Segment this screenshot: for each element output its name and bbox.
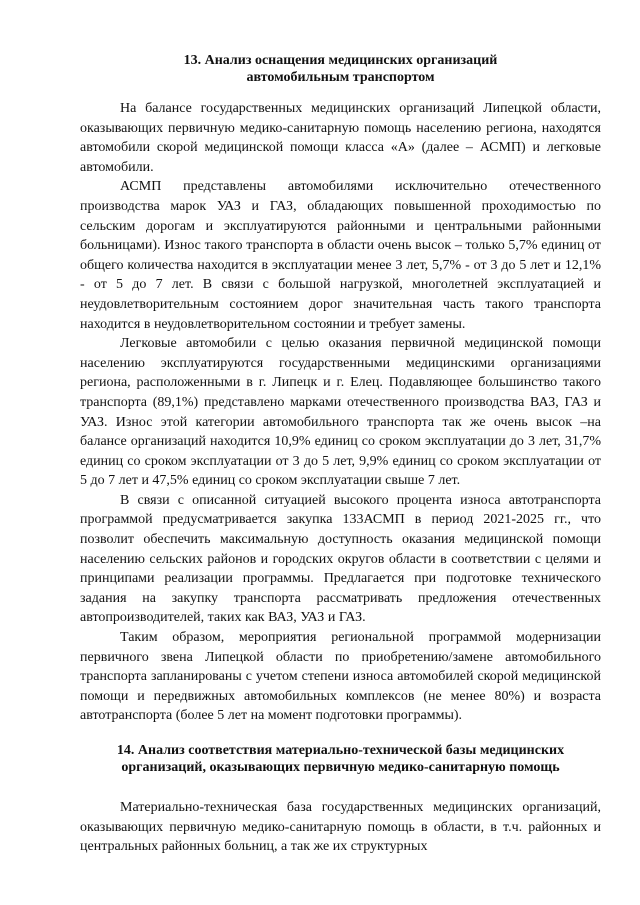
paragraph: АСМП представлены автомобилями исключительно отечественного производства марок УАЗ и ГАЗ, обладающих повышенной проходимостью по сельским дорогам и эксплуатируются районными и центральными районными больницами). Износ такого транспорта в области очень высок – только 5,7% единиц от общего количества находится в эксплуатации менее 3 лет, 5,7% - от 3 до 5 лет и 12,1% - от 5 до 7 лет. В связи с большой нагрузкой, многолетней эксплуатацией и неудовлетворительным состоянием дорог значительная часть такого транспорта находится в неудовлетворительном состоянии и требует замены. [80,179,601,332]
paragraph: Легковые автомобили с целью оказания первичной медицинской помощи населению эксплуатируются государственными медицинскими организациями региона, расположенными в г. Липецк и г. Елец. Подавляющее большинство такого транспорта (89,1%) представлено марками отечественного производства ВАЗ, ГАЗ и УАЗ. Износ этой категории автомобильного транспорта так же очень высок –на балансе организаций находится 10,9% единиц со сроком эксплуатации до 3 лет, 31,7% единиц со сроком эксплуатации от 3 до 5 лет, 9,9% единиц со сроком эксплуатации от 5 до 7 лет и 47,5% единиц со сроком эксплуатации свыше 7 лет. [80,336,601,489]
section-13-title [80,52,601,87]
section-13-title-line-1: 13. Анализ оснащения медицинских организаций [183,53,498,68]
paragraph: На балансе государственных медицинских организаций Липецкой области, оказывающих первичную медико-санитарную помощь населению региона, находятся автомобили скорой медицинской помощи класса «А» (далее – АСМП) и легковые автомобили. [80,101,601,175]
section-14-title-line-2: организаций, оказывающих первичную медико-санитарную помощь [121,760,560,776]
paragraph: Таким образом, мероприятия региональной программой модернизации первичного звена Липецкой области по приобретению/замене автомобильного транспорта запланированы с учетом степени износа автомобилей скорой медицинской помощи и передвижных автомобильных комплексов (не менее 80%) и возраста автотранспорта (более 5 лет на момент подготовки программы). [80,630,601,724]
section-14-title [80,742,601,777]
section-13-body [80,99,601,726]
paragraph: Материально-техническая база государственных медицинских организаций, оказывающих первичную медико-санитарную помощь в области, в т.ч. районных и центральных районных больниц, а так же их структурных [80,800,601,855]
section-13-title-line-2: автомобильным транспортом [246,70,435,86]
paragraph: В связи с описанной ситуацией высокого процента износа автотранспорта программой предусматривается закупка 133АСМП в период 2021-2025 гг., что позволит обеспечить максимальную доступность оказания медицинской помощи населению сельских районов и городских округов области в соответствии с целями и принципами реализации программы. Предлагается при подготовке технического задания на закупку транспорта рассматривать предложения отечественных автопроизводителей, таких как ВАЗ, УАЗ и ГАЗ. [80,492,601,626]
section-14-body [80,798,601,857]
section-14-title-line-1: 14. Анализ соответствия материально-технической базы медицинских [116,743,565,758]
